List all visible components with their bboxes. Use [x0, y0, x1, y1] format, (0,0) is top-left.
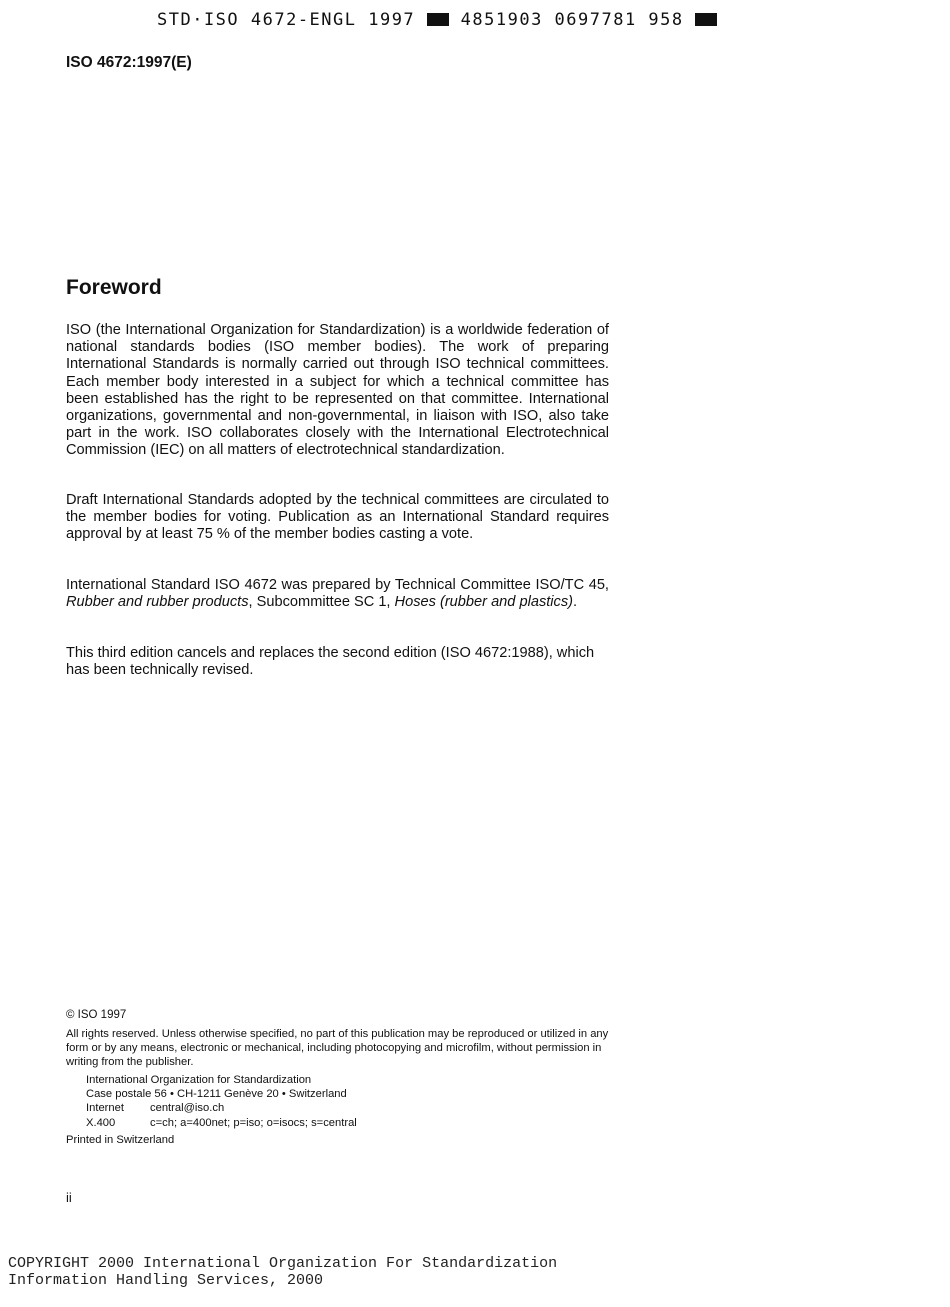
redaction-block-2: [695, 13, 717, 26]
org-name: International Organization for Standardization: [86, 1074, 312, 1086]
internet-value: central@iso.ch: [150, 1102, 225, 1115]
paragraph-3-text-c: , Subcommittee SC 1,: [248, 594, 395, 611]
rights-statement: All rights reserved. Unless otherwise specified, no part of this publication may be reproduced or utilized in any form or by any means, electronic or mechanical, including photocopying and microfilm, without permission in writing from the publisher.: [66, 1028, 609, 1069]
paragraph-4: This third edition cancels and replaces the second edition (ISO 4672:1988), which has been technically revised.: [66, 645, 595, 679]
paragraph-3: [66, 577, 609, 611]
copyright-notice: © ISO 1997: [66, 1009, 127, 1021]
copyright-footer: [8, 1255, 557, 1289]
subcommittee-title: Hoses (rubber and plastics): [394, 594, 573, 611]
footer-line-2: Information Handling Services, 2000: [8, 1272, 324, 1289]
section-heading: Foreword: [66, 276, 162, 299]
internet-label: Internet: [86, 1102, 124, 1115]
org-internet: [86, 1101, 357, 1115]
footer-line-1: COPYRIGHT 2000 International Organization For Standardization: [8, 1255, 558, 1272]
paragraph-1: ISO (the International Organization for Standardization) is a worldwide federation of national standards bodies (ISO member bodies). The work of preparing International Standards is normally carried out through ISO technical committees. Each member body interested in a subject for which a technical committee has been established has the right to be represented on that committee. International organizations, governmental and non-governmental, in liaison with ISO, also take part in the work. ISO collaborates closely with the International Electrotechnical Commission (IEC) on all matters of electrotechnical standardization.: [66, 322, 609, 459]
scan-stamp-number: 4851903 0697781 958: [460, 10, 684, 30]
printed-in: Printed in Switzerland: [66, 1134, 175, 1146]
org-x400: [86, 1116, 357, 1130]
organization-address: [86, 1073, 357, 1130]
page-number: ii: [66, 1190, 72, 1205]
scan-stamp-code: STD·ISO 4672-ENGL 1997: [157, 10, 416, 30]
paragraph-3-text-a: International Standard ISO 4672 was prepared by Technical Committee ISO/TC 45,: [66, 577, 609, 593]
org-address: Case postale 56 • CH-1211 Genève 20 • Switzerland: [86, 1088, 347, 1101]
x400-value: c=ch; a=400net; p=iso; o=isocs; s=central: [150, 1116, 357, 1129]
committee-title: Rubber and rubber products: [66, 594, 249, 611]
document-id: ISO 4672:1997(E): [66, 54, 192, 71]
scan-stamp: [157, 10, 717, 30]
paragraph-3-text-e: .: [573, 594, 578, 611]
paragraph-2: Draft International Standards adopted by the technical committees are circulated to the member bodies for voting. Publication as an International Standard requires approval by at least 75 % of the member bodies casting a vote.: [66, 492, 609, 543]
redaction-block-1: [427, 13, 449, 26]
x400-label: X.400: [86, 1116, 116, 1129]
